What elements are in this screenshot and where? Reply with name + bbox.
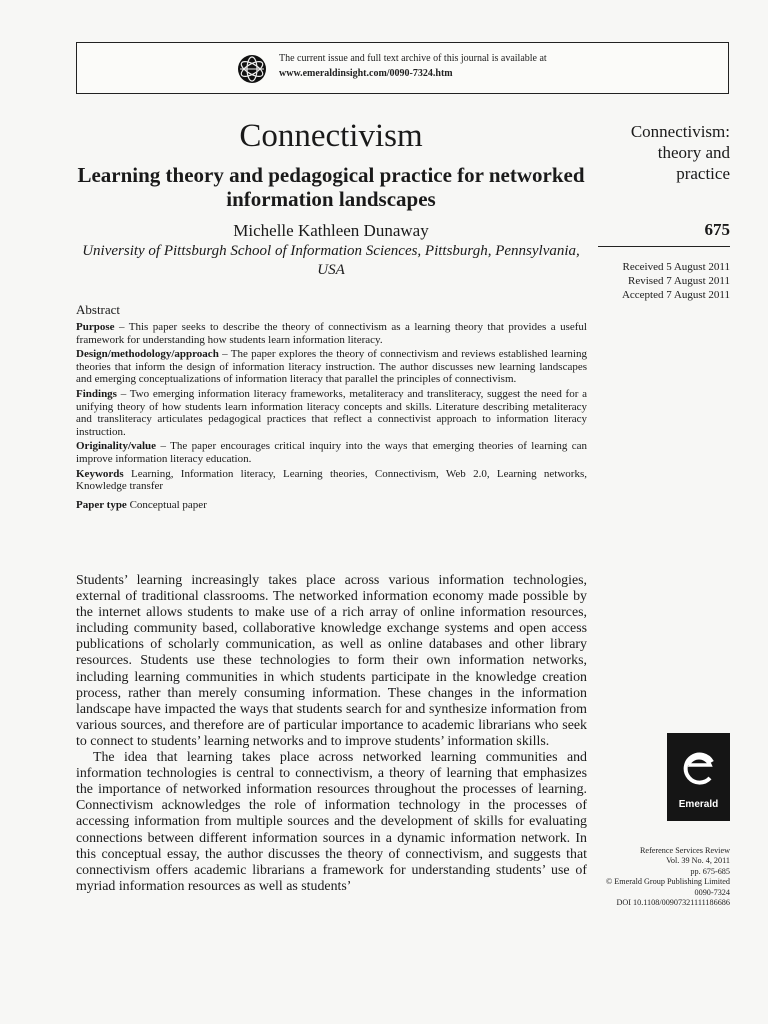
abstract-paper-type: [76, 499, 587, 512]
page-number: 675: [704, 220, 730, 239]
journal-name: Reference Services Review: [639, 846, 730, 855]
paper-type-text: Conceptual paper: [129, 498, 207, 511]
originality-text: The paper encourages critical inquiry into the ways that emerging theories of learning can improve information literacy education.: [76, 440, 587, 465]
journal-copyright: © Emerald Group Publishing Limited: [605, 877, 730, 887]
keywords-text: Learning, Information literacy, Learning theories, Connectivism, Web 2.0, Learning networks, Knowledge transfer: [76, 467, 587, 493]
findings-label: Findings: [76, 387, 117, 400]
paper-type-label: Paper type: [76, 498, 127, 511]
abstract-section: [76, 302, 587, 513]
body-paragraph-2: The idea that learning takes place across networked learning communities and information technologies is central to connectivism, a theory of learning that emphasizes the importance of networked information resources throughout the processes of learning. Connectivism acknowledges the role of information technology in the processes of accessing information from multiple sources and the development of skills for evaluating connections between different information sources in a dynamic information network. In this conceptual essay, the author discusses the theory of connectivism, and suggests that connectivism offers academic librarians a framework for understanding students’ use of myriad information resources as well as students’: [76, 750, 587, 894]
abstract-keywords: [76, 468, 587, 493]
received-date: Received 5 August 2011: [622, 261, 730, 273]
running-title-line: Connectivism:: [630, 122, 730, 141]
abstract-heading: Abstract: [76, 302, 121, 317]
sidebar-divider: [598, 246, 730, 247]
journal-issn: 0090-7324: [694, 887, 730, 897]
journal-pages: pp. 675-685: [690, 866, 730, 876]
emerald-wordmark: Emerald: [678, 799, 719, 810]
revised-date: Revised 7 August 2011: [628, 275, 730, 287]
emerald-logo: [667, 733, 730, 821]
running-title-line: practice: [676, 164, 730, 183]
accepted-date: Accepted 7 August 2011: [621, 289, 730, 301]
author-name: Michelle Kathleen Dunaway: [233, 221, 429, 240]
journal-availability-box: [76, 42, 729, 94]
running-title: [598, 121, 730, 184]
body-text: [76, 573, 587, 895]
journal-doi: DOI 10.1108/00907321111186686: [616, 898, 730, 908]
author-affiliation: University of Pittsburgh School of Information Sciences, Pittsburgh, Pennsylvania, USA: [82, 243, 580, 278]
emerald-e-icon: [679, 745, 718, 791]
design-label: Design/methodology/approach: [76, 348, 219, 361]
journal-info: [580, 846, 730, 908]
body-paragraph-1: Students’ learning increasingly takes place across various information technologies, external of traditional classrooms. The networked information economy made possible by the internet allows students to make use of a rich array of online information resources, including community based, collaborative knowledge exchange systems and open access publications of scholarly communication, as well as online databases and other library resources. Students use these technologies to form their own information networks, including learning communities in which students participate in the knowledge creation process, rather than merely consuming information. These changes in the information landscape have impacted the ways that students search for and synthesize information from various sources, and therefore are of particular importance to academic librarians who seek to connect to students’ learning networks and to improve students’ information skills.: [76, 573, 587, 749]
paper-title: Connectivism: [239, 118, 423, 154]
journal-url-link[interactable]: www.emeraldinsight.com/0090-7324.htm: [279, 68, 453, 79]
running-title-line: theory and: [657, 143, 730, 162]
keywords-label: Keywords: [76, 467, 124, 480]
abstract-findings: Findings – Two emerging information literacy frameworks, metaliteracy and transliteracy, suggest the need for a unifying theory of how students learn information literacy concepts and skills. Literature describing metaliteracy and transliteracy articulates pedagogical practices that reflect a connectivist approach to information literacy instruction.: [76, 387, 587, 438]
availability-text: The current issue and full text archive of this journal is available at: [279, 53, 547, 64]
purpose-text: This paper seeks to describe the theory of connectivism as a learning theory that provides a useful framework for understanding how students learn information literacy.: [76, 321, 587, 346]
paper-subtitle: Learning theory and pedagogical practice for networked information landscapes: [77, 163, 585, 211]
abstract-originality: Originality/value – The paper encourages critical inquiry into the ways that emerging theories of learning can improve information literacy education.: [76, 440, 587, 465]
submission-dates: [598, 260, 730, 302]
originality-label: Originality/value: [76, 440, 157, 453]
abstract-design: Design/methodology/approach – The paper explores the theory of connectivism and reviews established learning theories that inform the design of information literacy instruction. The author discusses new learning landscapes and emerging conceptualizations of information literacy that parallel the principles of connectivism.: [76, 348, 587, 386]
design-text: The paper explores the theory of connectivism and reviews established learning theories that inform the design of information literacy instruction. The author discusses new learning landscapes and emerging conceptualizations of information literacy that parallel the principles of connectivism.: [76, 348, 587, 386]
findings-text: Two emerging information literacy frameworks, metaliteracy and transliteracy, suggest the need for a unifying theory of how students learn information literacy concepts and skills. Literature describing metaliteracy and transliteracy articulates pedagogical practices that reflect a connectivist approach to information literacy instruction.: [76, 387, 587, 438]
abstract-purpose: Purpose – This paper seeks to describe the theory of connectivism as a learning theory that provides a useful framework for understanding how students learn information literacy.: [76, 321, 587, 346]
purpose-label: Purpose: [76, 321, 115, 333]
journal-volume: Vol. 39 No. 4, 2011: [666, 856, 730, 866]
globe-icon: [237, 54, 267, 84]
